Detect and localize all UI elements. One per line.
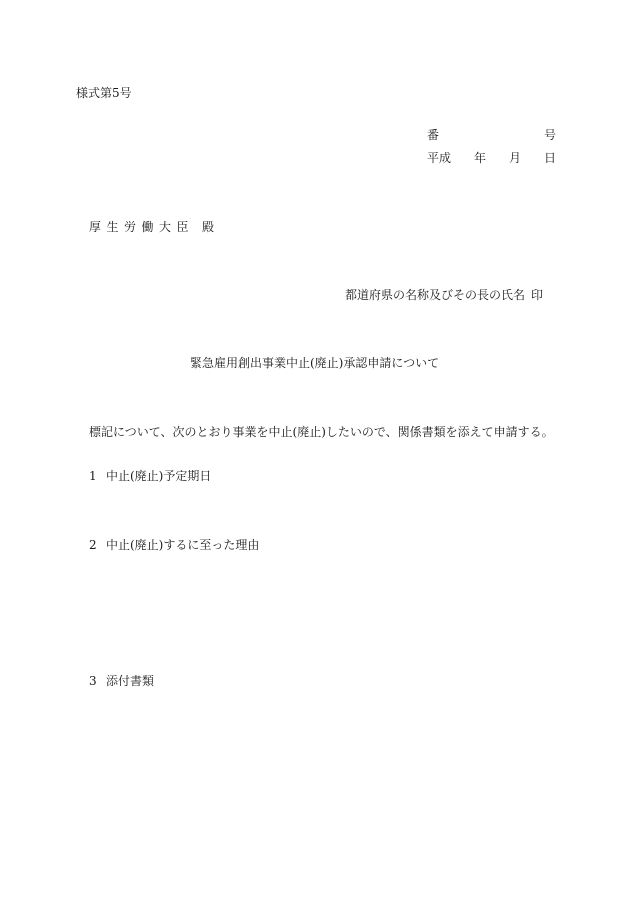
date-year: 年 [474,151,487,165]
date-era: 平成 [427,151,452,165]
applicant-label: 都道府県の名称及びその長の氏名 [345,288,526,302]
addressee-name: 厚生労働大臣 [89,220,195,234]
date-day: 日 [544,151,557,165]
item-label-attachments: 添付書類 [106,674,155,688]
item-number: 3 [89,674,97,688]
addressee-honorific: 殿 [202,220,215,234]
item-label-reason: 中止(廃止)するに至った理由 [106,538,260,552]
seal-mark: 印 [531,288,544,302]
doc-number-suffix: 号 [544,128,557,142]
body-text: 標記について、次のとおり事業を中止(廃止)したいので、関係書類を添えて申請する。 [89,425,554,439]
item-number: 1 [89,469,97,483]
date-month: 月 [509,151,522,165]
document-title: 緊急雇用創出事業中止(廃止)承認申請について [190,356,440,370]
doc-number-prefix: 番 [427,128,440,142]
item-label-scheduled-date: 中止(廃止)予定期日 [106,469,212,483]
item-number: 2 [89,538,97,552]
form-number: 様式第5号 [76,86,132,100]
